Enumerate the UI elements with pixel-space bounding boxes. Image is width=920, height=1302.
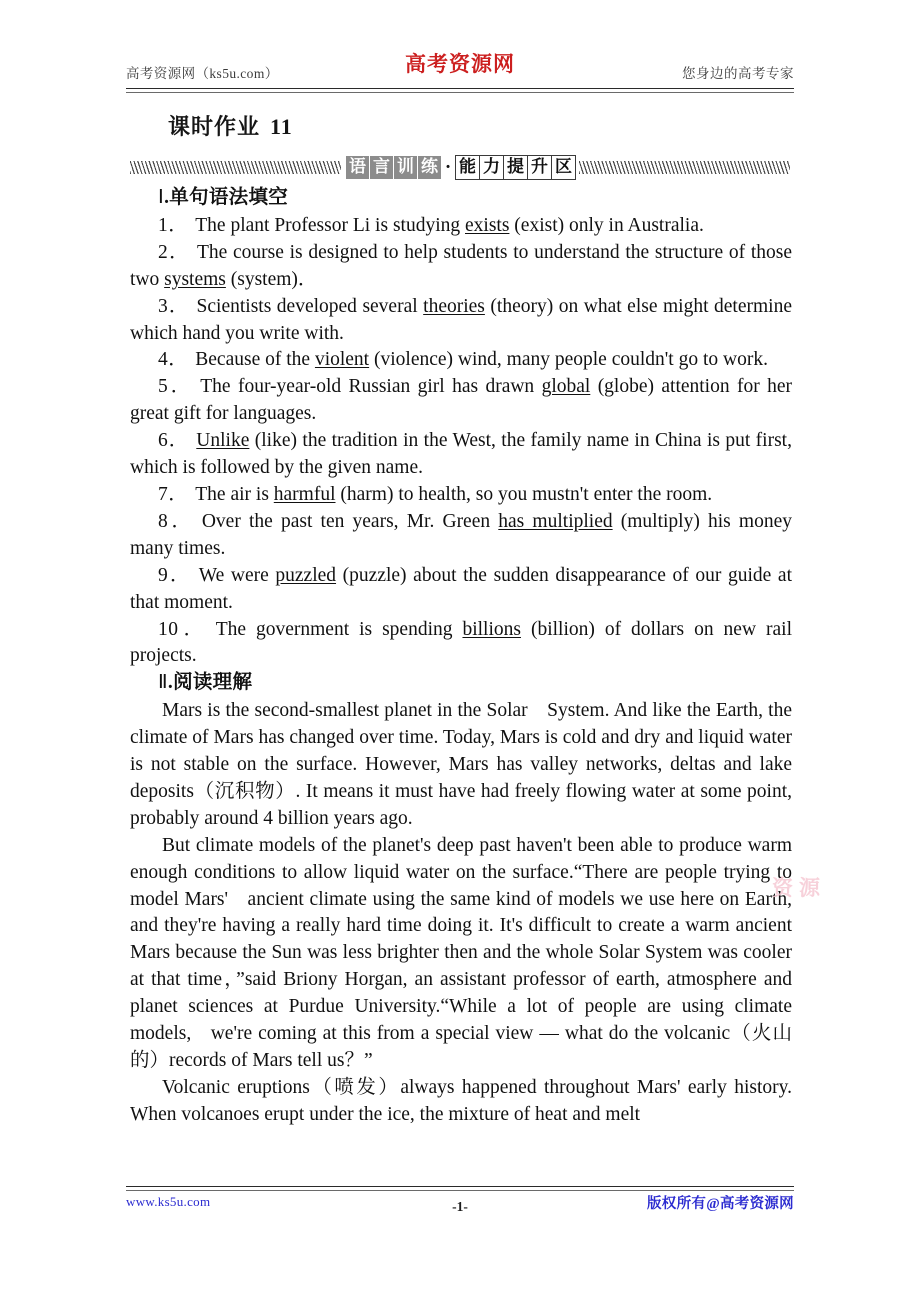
question-number: 6．: [158, 430, 190, 452]
question-answer: has multiplied: [498, 510, 613, 532]
banner-char-outlined-4: 升: [527, 155, 552, 180]
banner-hatch-left: [130, 160, 341, 175]
banner-char-outlined-2: 力: [479, 155, 504, 180]
question-text-before: The air is: [195, 483, 274, 505]
question-answer: exists: [465, 214, 510, 236]
question-answer: global: [541, 376, 591, 398]
question-number: 5．: [158, 376, 194, 398]
question-item: [130, 347, 792, 374]
document-header: [126, 52, 794, 90]
question-item: [130, 509, 792, 563]
question-answer: systems: [164, 268, 226, 290]
section-two-numeral: Ⅱ: [158, 672, 168, 694]
question-number: 8．: [158, 510, 195, 532]
question-item: [130, 482, 792, 509]
question-text-before: The plant Professor Li is studying: [195, 214, 465, 236]
page-title-label: 课时作业: [168, 114, 261, 139]
question-answer: theories: [423, 295, 485, 317]
header-slogan: 您身边的高考专家: [682, 66, 794, 81]
question-item: [130, 294, 792, 348]
question-number: 9．: [158, 564, 192, 586]
header-logo: 高考资源网: [405, 51, 515, 76]
banner-char-outlined-3: 提: [503, 155, 528, 180]
question-number: 1．: [158, 214, 189, 236]
section-one-heading: [130, 185, 792, 212]
question-item: [130, 213, 792, 240]
passage-paragraph: Volcanic eruptions（喷发）always happened throughout Mars' early history. When volcanoes erupt under the ice, the mixture of heat and melt: [130, 1076, 792, 1125]
section-two-heading: [130, 670, 792, 697]
question-text-before: The course is designed to help students to understand the structure of those two: [130, 241, 792, 290]
header-divider-rule: [126, 88, 794, 93]
section-banner: [130, 153, 790, 181]
question-answer: Unlike: [196, 430, 250, 452]
question-answer: violent: [314, 349, 370, 371]
footer-copyright: 版权所有@高考资源网: [647, 1196, 794, 1212]
section-one-heading-text: .单句语法填空: [164, 187, 289, 208]
question-item: [130, 563, 792, 617]
question-text-after: (violence) wind, many people couldn't go to work.: [369, 349, 768, 371]
question-item: [130, 240, 792, 294]
footer-page-number: -1-: [452, 1199, 468, 1214]
question-text-after: (system)．: [225, 268, 318, 290]
header-site-label: 高考资源网（ks5u.com）: [126, 66, 279, 81]
footer-website-link[interactable]: www.ks5u.com: [126, 1194, 211, 1209]
banner-char-outlined-5: 区: [551, 155, 576, 180]
banner-char-filled-2: 言: [369, 155, 394, 180]
question-text-before: Over the past ten years, Mr. Green: [201, 510, 499, 532]
question-text-after: (theory) on what else might determine which hand you write with.: [130, 295, 792, 344]
question-number: 2．: [158, 241, 190, 263]
page-title-number: 11: [270, 114, 293, 139]
banner-separator-dot: ·: [444, 156, 452, 178]
question-text-after: (multiply) his money many times.: [130, 510, 792, 559]
passage-paragraph: But climate models of the planet's deep past haven't been able to produce warm enough conditions to allow liquid water on the surface.“There are people trying to model Mars' ancient climate using the same kind of models we use here on Earth, and they're having a really hard time doing it. It's difficult to create a warm ancient Mars because the Sun was less brighter then and the whole Solar System was cooler at that time，”said Briony Horgan, an assistant professor of earth, atmosphere and planet sciences at Purdue University.“While a lot of people are using climate models, we're coming at this from a special view — what do the volcanic（火山的）records of Mars tell us？”: [130, 834, 792, 1071]
question-number: 3．: [158, 295, 190, 317]
question-text-after: (globe) attention for her great gift for languages.: [130, 376, 792, 425]
question-item: [130, 374, 792, 428]
section-one-numeral: Ⅰ: [158, 187, 165, 208]
question-item: [130, 617, 792, 671]
content-column: [130, 185, 792, 1129]
footer-divider-rule: [126, 1186, 794, 1191]
question-item: [130, 428, 792, 482]
banner-hatch-right: [579, 160, 790, 175]
question-text-after: (harm) to health, so you mustn't enter the room.: [335, 483, 713, 505]
question-text-before: We were: [198, 564, 276, 586]
question-text-after: (billion) of dollars on new rail projects.: [130, 618, 793, 667]
question-answer: billions: [462, 618, 521, 640]
passage-paragraph: Mars is the second-smallest planet in the Solar System. And like the Earth, the climate of Mars has changed over time. Today, Mars is cold and dry and liquid water is not stable on the surface. However, Mars has valley networks, deltas and lake deposits（沉积物）. It means it must have had freely flowing water at some point, probably around 4 billion years ago.: [130, 700, 792, 829]
question-text-before: The government is spending: [215, 618, 463, 640]
banner-char-filled-3: 训: [393, 155, 418, 180]
question-text-after: (like) the tradition in the West, the family name in China is put first, which is followed by the given name.: [130, 430, 792, 479]
document-footer: [126, 1194, 794, 1220]
question-answer: puzzled: [275, 564, 337, 586]
banner-char-filled-1: 语: [345, 155, 370, 180]
question-text-after: (exist) only in Australia.: [509, 214, 704, 236]
question-answer: harmful: [273, 483, 336, 505]
section-two-heading-text: .阅读理解: [167, 672, 253, 694]
question-text-after: (puzzle) about the sudden disappearance of our guide at that moment.: [130, 564, 792, 613]
question-text-before: Because of the: [195, 349, 315, 371]
banner-core: [345, 154, 575, 180]
question-number: 10．: [158, 618, 209, 640]
banner-char-outlined-1: 能: [455, 155, 480, 180]
banner-char-filled-4: 练: [417, 155, 442, 180]
question-text-before: Scientists developed several: [196, 295, 424, 317]
question-number: 7．: [158, 483, 189, 505]
page-title: [168, 110, 293, 141]
question-number: 4．: [158, 349, 189, 371]
question-text-before: The four-year-old Russian girl has drawn: [200, 376, 542, 398]
page-watermark: 资源: [772, 876, 826, 900]
